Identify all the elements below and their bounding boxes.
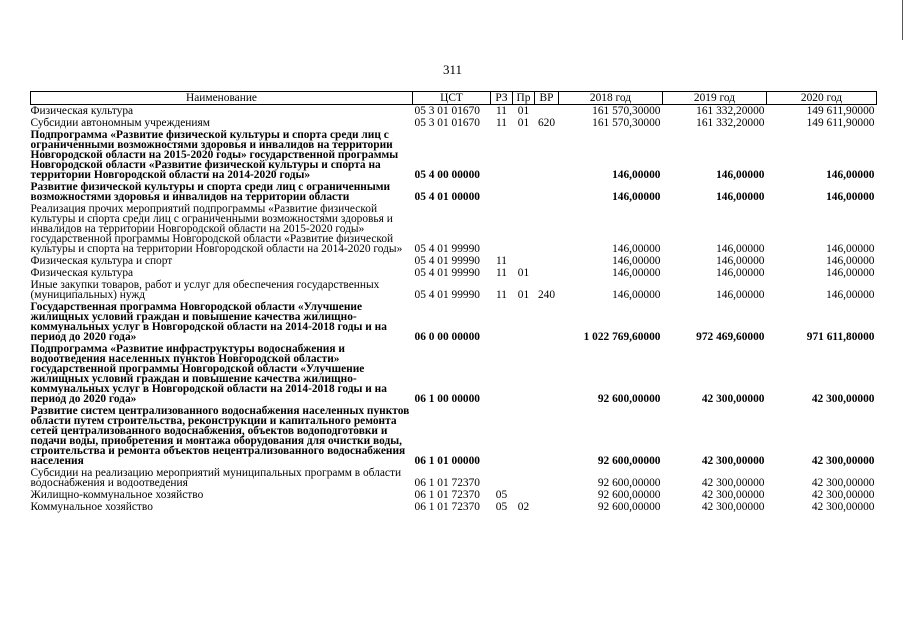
- row-2019: 42 300,00000: [701, 393, 765, 405]
- row-2019: 146,00000: [716, 289, 765, 301]
- page-number: 311: [442, 62, 463, 77]
- row-2019: 42 300,00000: [701, 501, 765, 513]
- row-rz: [491, 343, 513, 405]
- row-vr: [535, 267, 559, 279]
- header-2018: 2018 год: [559, 92, 663, 105]
- row-name: Физическая культура: [30, 105, 134, 117]
- row-2020: 146,00000: [826, 267, 875, 279]
- row-name: Субсидии автономным учреждениям: [30, 117, 210, 129]
- row-code: 05 4 00 00000: [414, 169, 480, 181]
- row-code: 05 4 01 99990: [414, 255, 480, 267]
- row-vr: [535, 301, 559, 343]
- row-pr: [513, 181, 535, 203]
- row-code: 06 1 01 72370: [414, 489, 480, 501]
- row-rz: [491, 181, 513, 203]
- row-2019: 161 332,20000: [696, 117, 765, 129]
- row-2019: 146,00000: [716, 169, 765, 181]
- row-name: Коммунальное хозяйство: [30, 501, 153, 513]
- row-2019: 972 469,60000: [696, 331, 765, 343]
- table-row: [31, 129, 877, 181]
- row-2018: 92 600,00000: [597, 393, 661, 405]
- table-row: [31, 501, 877, 513]
- table-row: [31, 267, 877, 279]
- row-2020: 146,00000: [826, 169, 875, 181]
- row-rz: [491, 467, 513, 489]
- row-name: Физическая культура и спорт: [30, 255, 173, 267]
- budget-table: [30, 91, 877, 513]
- row-name: Реализация прочих мероприятий подпрограммы «Развитие физической культуры и спорта среди лиц с ограниченными возможностями здоровья и инвалидов на территории Новгородской области на 2015-2020 годы» государственной программы Новгородской области «Развитие физической культуры и спорта на территории Новгородской области на 2014-2020 годы»: [30, 203, 403, 255]
- row-vr: 240: [537, 289, 556, 301]
- row-rz: 11: [496, 267, 507, 279]
- row-2018: 1 022 769,60000: [583, 331, 661, 343]
- row-code: 05 4 01 99990: [414, 267, 480, 279]
- row-2018: 146,00000: [612, 255, 661, 267]
- row-vr: 620: [537, 117, 556, 129]
- row-code: 05 3 01 01670: [414, 117, 480, 129]
- table-row: [31, 467, 877, 489]
- table-row: [31, 279, 877, 301]
- row-name: Субсидии на реализацию мероприятий муниципальных программ в области водоснабжения и водоотведения: [30, 467, 402, 489]
- row-name: Государственная программа Новгородской области «Улучшение жилищных условий граждан и повышение качества жилищно-коммунальных услуг в Новгородской области на 2014-2018 годы и на период до 2020 года»: [30, 301, 387, 343]
- row-vr: [535, 343, 559, 405]
- table-row: [31, 203, 877, 255]
- row-2019: 146,00000: [716, 243, 765, 255]
- table-row: [31, 255, 877, 267]
- row-2019: 146,00000: [716, 267, 765, 279]
- row-rz: [491, 405, 513, 467]
- row-pr: 01: [517, 289, 530, 301]
- row-code: 06 1 01 72370: [414, 501, 480, 513]
- row-2020: 42 300,00000: [811, 393, 875, 405]
- header-rz: РЗ: [491, 92, 513, 105]
- row-2020: 42 300,00000: [811, 501, 875, 513]
- table-row: [31, 343, 877, 405]
- row-name: Подпрограмма «Развитие физической культуры и спорта среди лиц с ограниченными возможностями здоровья и инвалидов на территории Новгородской области на 2015-2020 годы» государственной программы Новгородской области «Развитие физической культуры и спорта на территории Новгородской области на 2014-2020 годы»: [30, 129, 399, 181]
- row-name: Развитие систем централизованного водоснабжения населенных пунктов области путем строительства, реконструкции и капитального ремонта сетей централизованного водоснабжения, объектов водоподготовки и подачи воды, приобретения и монтажа оборудования для очистки воды, строительства и ремонта объектов нецентрализованного водоснабжения населения: [30, 405, 410, 467]
- table-row: [31, 105, 877, 118]
- row-pr: 02: [517, 501, 530, 513]
- row-2018: 92 600,00000: [597, 501, 661, 513]
- row-rz: 11: [496, 117, 507, 129]
- row-pr: [513, 343, 535, 405]
- row-2019: 42 300,00000: [701, 455, 765, 467]
- row-2018: 161 570,30000: [592, 117, 661, 129]
- table-row: [31, 489, 877, 501]
- row-vr: [535, 405, 559, 467]
- row-code: 05 4 01 99990: [414, 243, 480, 255]
- row-2020: 149 611,90000: [806, 117, 875, 129]
- header-2020: 2020 год: [767, 92, 877, 105]
- row-name: Подпрограмма «Развитие инфраструктуры водоснабжения и водоотведения населенных пунктов Новгородской области» государственной программы Новгородской области «Улучшение жилищных условий граждан и повышение качества жилищно-коммунальных услуг в Новгородской области на 2014-2018 годы и на период до 2020 года»: [30, 343, 387, 405]
- row-2018: 146,00000: [612, 169, 661, 181]
- row-name: Иные закупки товаров, работ и услуг для обеспечения государственных (муниципальных) нужд: [30, 279, 380, 301]
- header-2019: 2019 год: [663, 92, 767, 105]
- row-rz: 11: [496, 105, 507, 117]
- row-code: 06 0 00 00000: [414, 331, 480, 343]
- row-vr: [535, 181, 559, 203]
- row-2020: 42 300,00000: [811, 455, 875, 467]
- table-row: [31, 405, 877, 467]
- row-vr: [535, 203, 559, 255]
- row-code: 05 3 01 01670: [414, 105, 480, 117]
- row-pr: [513, 405, 535, 467]
- row-vr: [535, 129, 559, 181]
- row-pr: [513, 203, 535, 255]
- header-code: ЦСТ: [413, 92, 491, 105]
- row-2020: 42 300,00000: [811, 477, 875, 489]
- row-2019: 146,00000: [716, 255, 765, 267]
- row-2020: 146,00000: [826, 289, 875, 301]
- header-pr: Пр: [513, 92, 535, 105]
- row-2018: 146,00000: [612, 243, 661, 255]
- row-vr: [535, 489, 559, 501]
- row-pr: 01: [517, 105, 530, 117]
- row-2020: 971 611,80000: [806, 331, 875, 343]
- header-vr: ВР: [535, 92, 559, 105]
- row-name: Развитие физической культуры и спорта среди лиц с ограниченными возможностями здоровья и инвалидов на территории области: [30, 181, 391, 203]
- row-rz: 11: [496, 289, 507, 301]
- row-2019: 161 332,20000: [696, 105, 765, 117]
- row-rz: [491, 129, 513, 181]
- row-vr: [535, 501, 559, 513]
- row-2020: 146,00000: [826, 191, 875, 203]
- row-2018: 92 600,00000: [597, 477, 661, 489]
- header-name: Наименование: [31, 92, 413, 105]
- row-2018: 146,00000: [612, 289, 661, 301]
- row-pr: 01: [517, 117, 530, 129]
- row-2019: 42 300,00000: [701, 477, 765, 489]
- row-2020: 146,00000: [826, 243, 875, 255]
- row-code: 05 4 01 99990: [414, 289, 480, 301]
- row-rz: [491, 301, 513, 343]
- row-2020: 42 300,00000: [811, 489, 875, 501]
- table-row: [31, 301, 877, 343]
- row-2018: 146,00000: [612, 267, 661, 279]
- row-2020: 146,00000: [826, 255, 875, 267]
- row-name: Физическая культура: [30, 267, 134, 279]
- row-code: 05 4 01 00000: [414, 191, 480, 203]
- row-pr: 01: [517, 267, 530, 279]
- row-pr: [513, 129, 535, 181]
- row-2019: 146,00000: [716, 191, 765, 203]
- row-vr: [535, 255, 559, 267]
- row-rz: 05: [495, 489, 508, 501]
- table-row: [31, 117, 877, 129]
- row-rz: [491, 203, 513, 255]
- row-rz: 05: [495, 501, 508, 513]
- table-row: [31, 181, 877, 203]
- row-2018: 161 570,30000: [592, 105, 661, 117]
- margin-rule: [902, 0, 903, 40]
- row-pr: [513, 489, 535, 501]
- row-name: Жилищно-коммунальное хозяйство: [30, 489, 204, 501]
- row-code: 06 1 00 00000: [414, 393, 480, 405]
- row-code: 06 1 01 72370: [414, 477, 480, 489]
- row-pr: [513, 301, 535, 343]
- row-pr: [513, 255, 535, 267]
- row-vr: [535, 105, 559, 118]
- table-header-row: [31, 92, 877, 105]
- row-2020: 149 611,90000: [806, 105, 875, 117]
- row-2018: 92 600,00000: [597, 489, 661, 501]
- row-pr: [513, 467, 535, 489]
- row-rz: 11: [496, 255, 507, 267]
- row-code: 06 1 01 00000: [414, 455, 480, 467]
- row-2018: 92 600,00000: [597, 455, 661, 467]
- row-2018: 146,00000: [612, 191, 661, 203]
- row-2019: 42 300,00000: [701, 489, 765, 501]
- row-vr: [535, 467, 559, 489]
